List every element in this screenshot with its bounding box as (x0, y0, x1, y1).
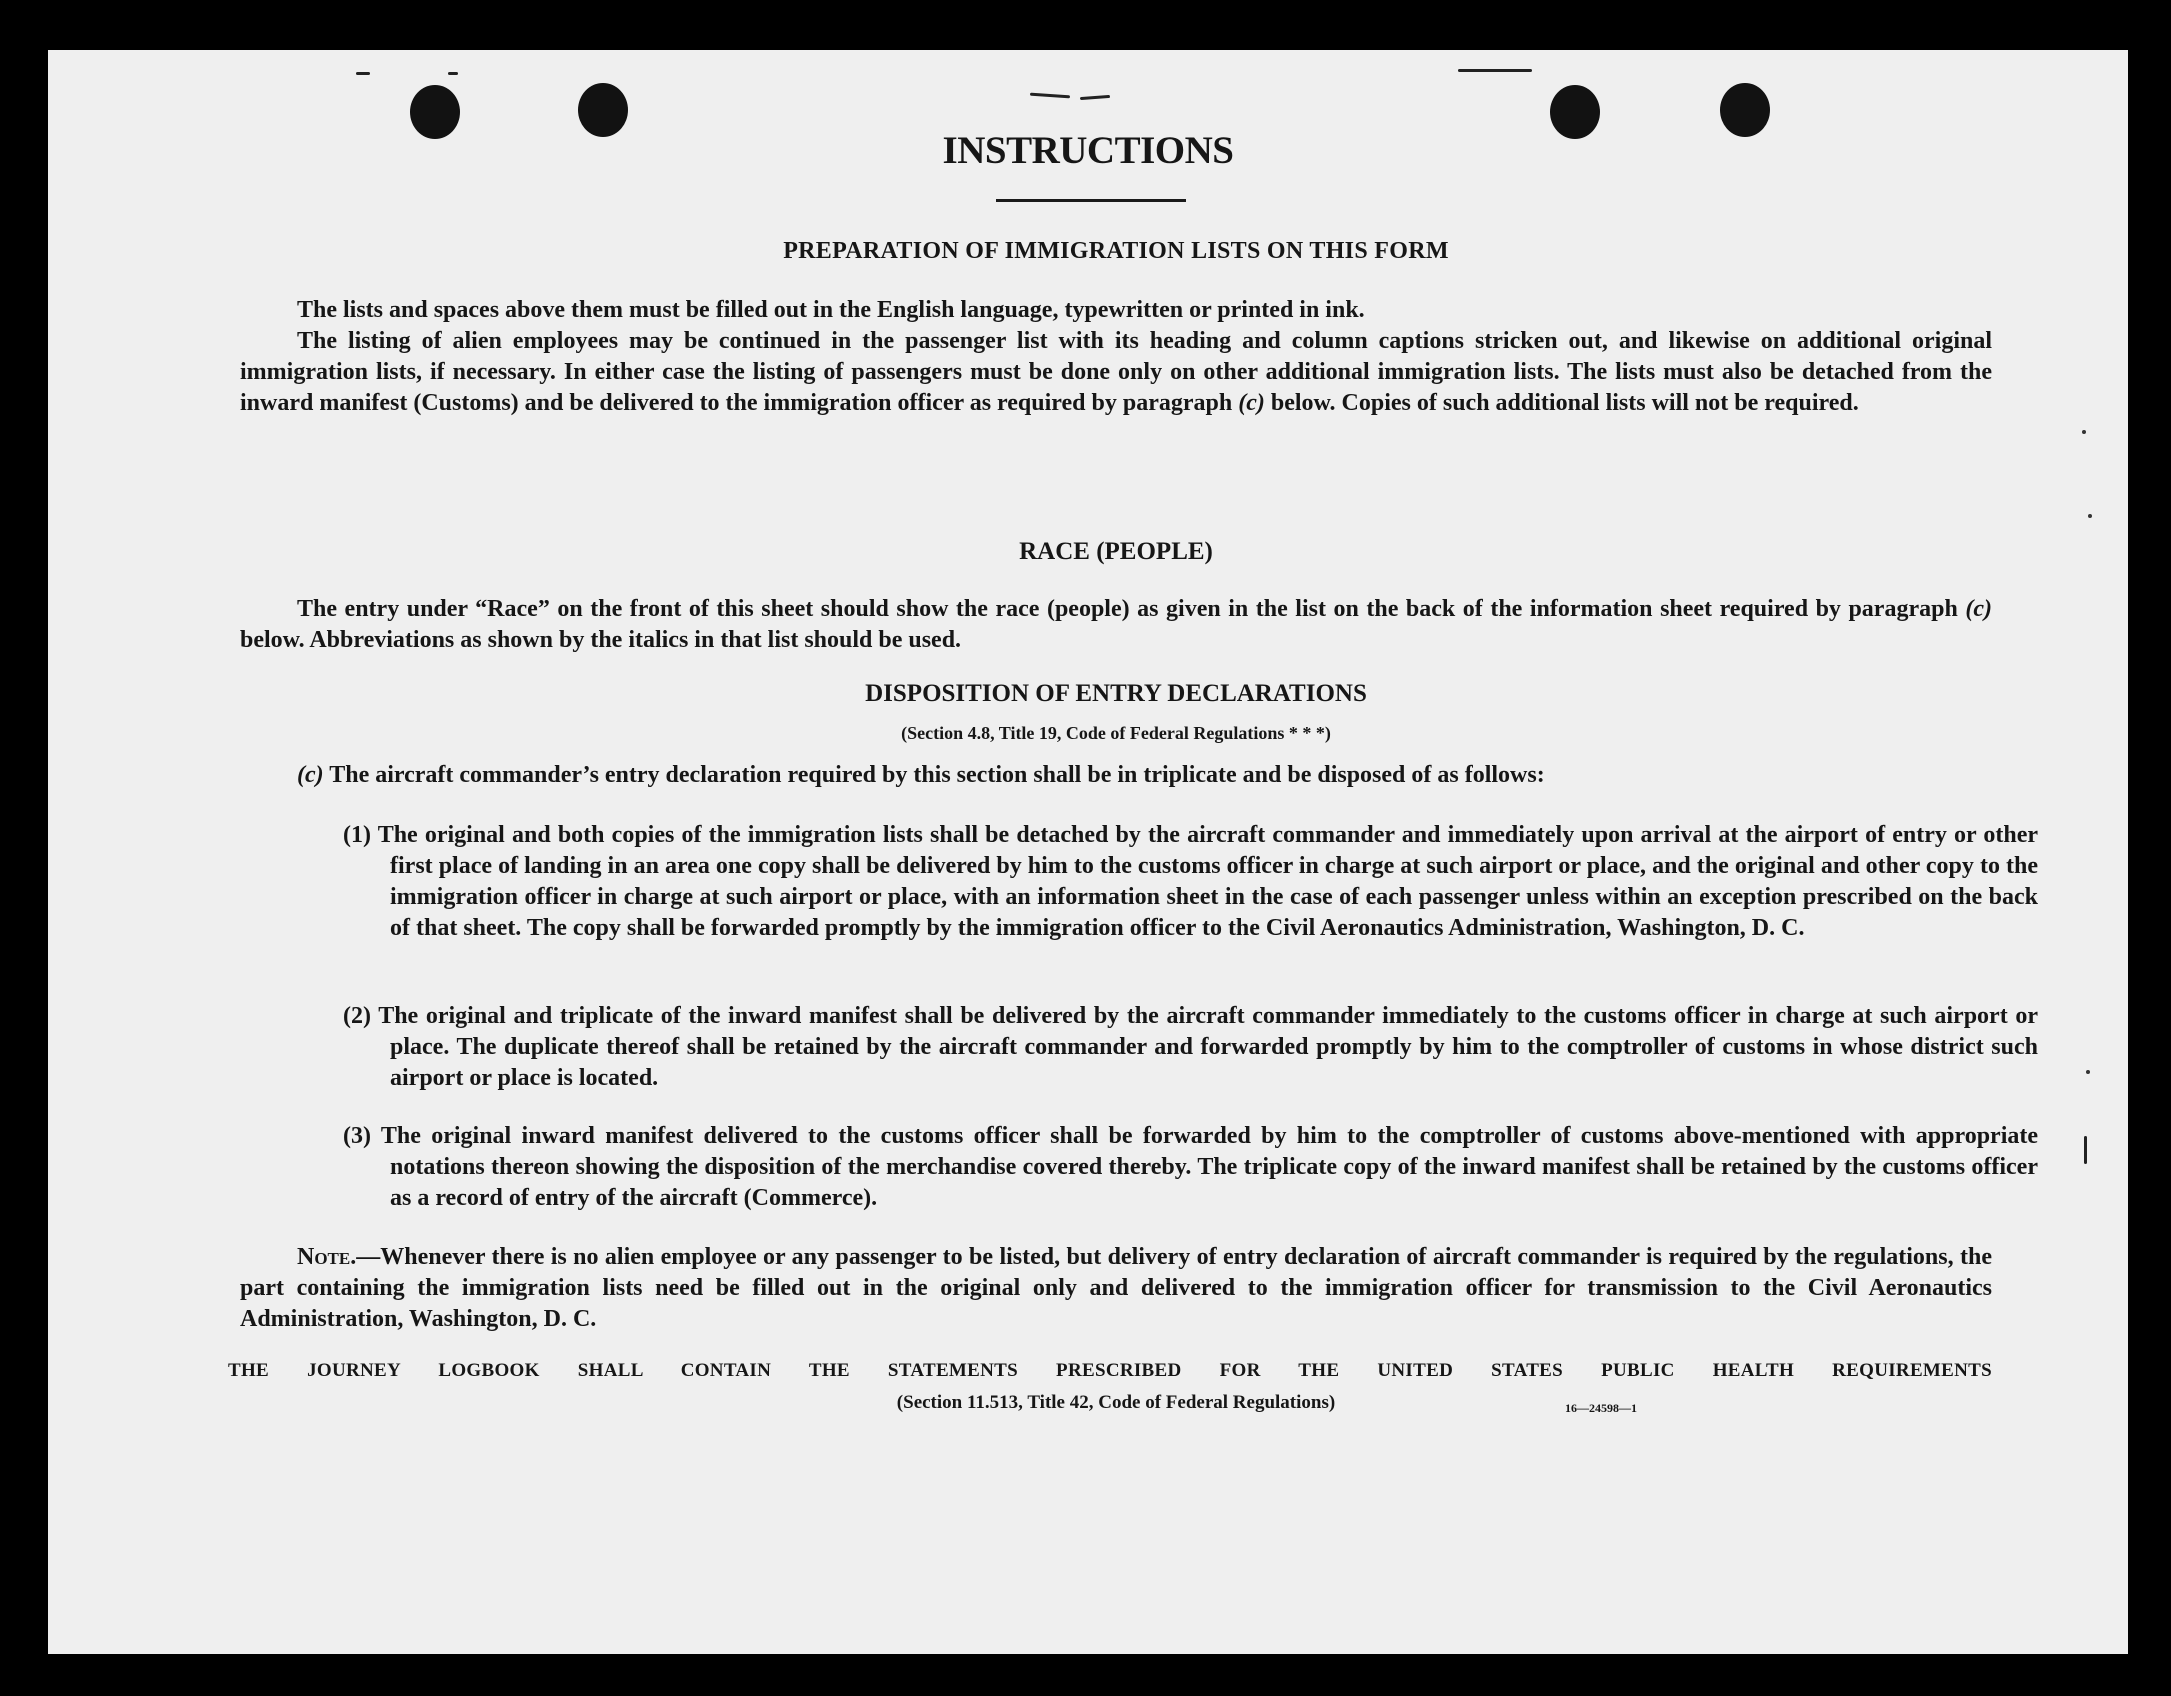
paragraph-c-intro (297, 760, 1992, 791)
scan-mark (1080, 95, 1110, 100)
page-title: INSTRUCTIONS (942, 129, 1234, 172)
scan-speck (2082, 430, 2086, 434)
scan-mark (1030, 93, 1070, 99)
list-item-1: (1) The original and both copies of the immigration lists shall be detached by the aircraft commander and immediately upon arrival at the airport of entry or other first place of landing in an area one copy shall be delivered by him to the customs officer in charge at such airport or place, and the original and other copy to the immigration officer in charge at such airport or place, with an information sheet in the case of each passenger unless within an exception prescribed on the back of that sheet. The copy shall be forwarded promptly by the immigration officer to the Civil Aeronautics Administration, Washington, D. C. (343, 822, 2038, 941)
paragraph-reference: (c) (1238, 390, 1265, 416)
text: below. Abbreviations as shown by the italics in that list should be used. (240, 627, 962, 653)
text: —Whenever there is no alien employee or any passenger to be listed, but delivery of entry declaration of aircraft commander is required by the regulations, the part containing the immigration lists need be filled out in the original only and delivered to the immigration officer for transmission to the Civil Aeronautics Administration, Washington, D. C. (240, 1244, 1992, 1332)
citation-title-42: (Section 11.513, Title 42, Code of Federal Regulations) (896, 1392, 1336, 1413)
list-item-2: (2) The original and triplicate of the inward manifest shall be delivered by the aircraft commander immediately to the customs officer in charge at such airport or place. The duplicate thereof shall be retained by the aircraft commander and forwarded promptly by him to the comptroller of customs in whose district such airport or place is located. (343, 1003, 2038, 1091)
paragraph-alien-employees (240, 326, 1992, 419)
scan-speck (2086, 1070, 2090, 1074)
text: The entry under “Race” on the front of this sheet should show the race (people) as given in the list on the back of the information sheet required by paragraph (297, 596, 1966, 622)
text: below. Copies of such additional lists will not be required. (1264, 390, 1859, 416)
scan-mark (2084, 1136, 2087, 1164)
section-heading-race: RACE (PEOPLE) (1019, 538, 1213, 565)
health-statement: THE JOURNEY LOGBOOK SHALL CONTAIN THE STATEMENTS PRESCRIBED FOR THE UNITED STATES PUBLIC HEALTH REQUIREMENTS (228, 1360, 1992, 1381)
paragraph-race (240, 594, 1992, 656)
section-heading-preparation: PREPARATION OF IMMIGRATION LISTS ON THIS FORM (783, 238, 1449, 264)
note-paragraph (240, 1242, 1992, 1335)
form-code: 16—24598—1 (1565, 1401, 1637, 1415)
paragraph-reference: (c) (1965, 596, 1992, 622)
scan-mark (448, 72, 458, 75)
title-rule (996, 199, 1186, 202)
scan-mark (356, 72, 370, 75)
paragraph-label: (c) (297, 762, 324, 788)
text: The listing of alien employees may be continued in the passenger list with its heading and column captions stricken out, and likewise on additional original immigration lists, if necessary. In either case the listing of passengers must be done only on other additional immigration lists. The lists must also be detached from the inward manifest (Customs) and be delivered to the immigration officer as required by paragraph (240, 328, 1992, 416)
list-item-3: (3) The original inward manifest delivered to the customs officer shall be forwarded by him to the comptroller of customs above-mentioned with appropriate notations thereon showing the disposition of the merchandise covered thereby. The triplicate copy of the inward manifest shall be retained by the customs officer as a record of entry of the aircraft (Commerce). (343, 1123, 2038, 1211)
section-heading-disposition: DISPOSITION OF ENTRY DECLARATIONS (865, 680, 1367, 707)
note-label: Note. (297, 1244, 357, 1270)
document-page (48, 50, 2128, 1654)
scan-speck (2088, 514, 2092, 518)
paragraph-language: The lists and spaces above them must be filled out in the English language, typewritten or printed in ink. (297, 297, 1365, 323)
text: The aircraft commander’s entry declaration required by this section shall be in triplicate and be disposed of as follows: (323, 762, 1545, 788)
scan-mark (1458, 69, 1532, 72)
citation-title-19: (Section 4.8, Title 19, Code of Federal Regulations * * *) (901, 723, 1331, 743)
